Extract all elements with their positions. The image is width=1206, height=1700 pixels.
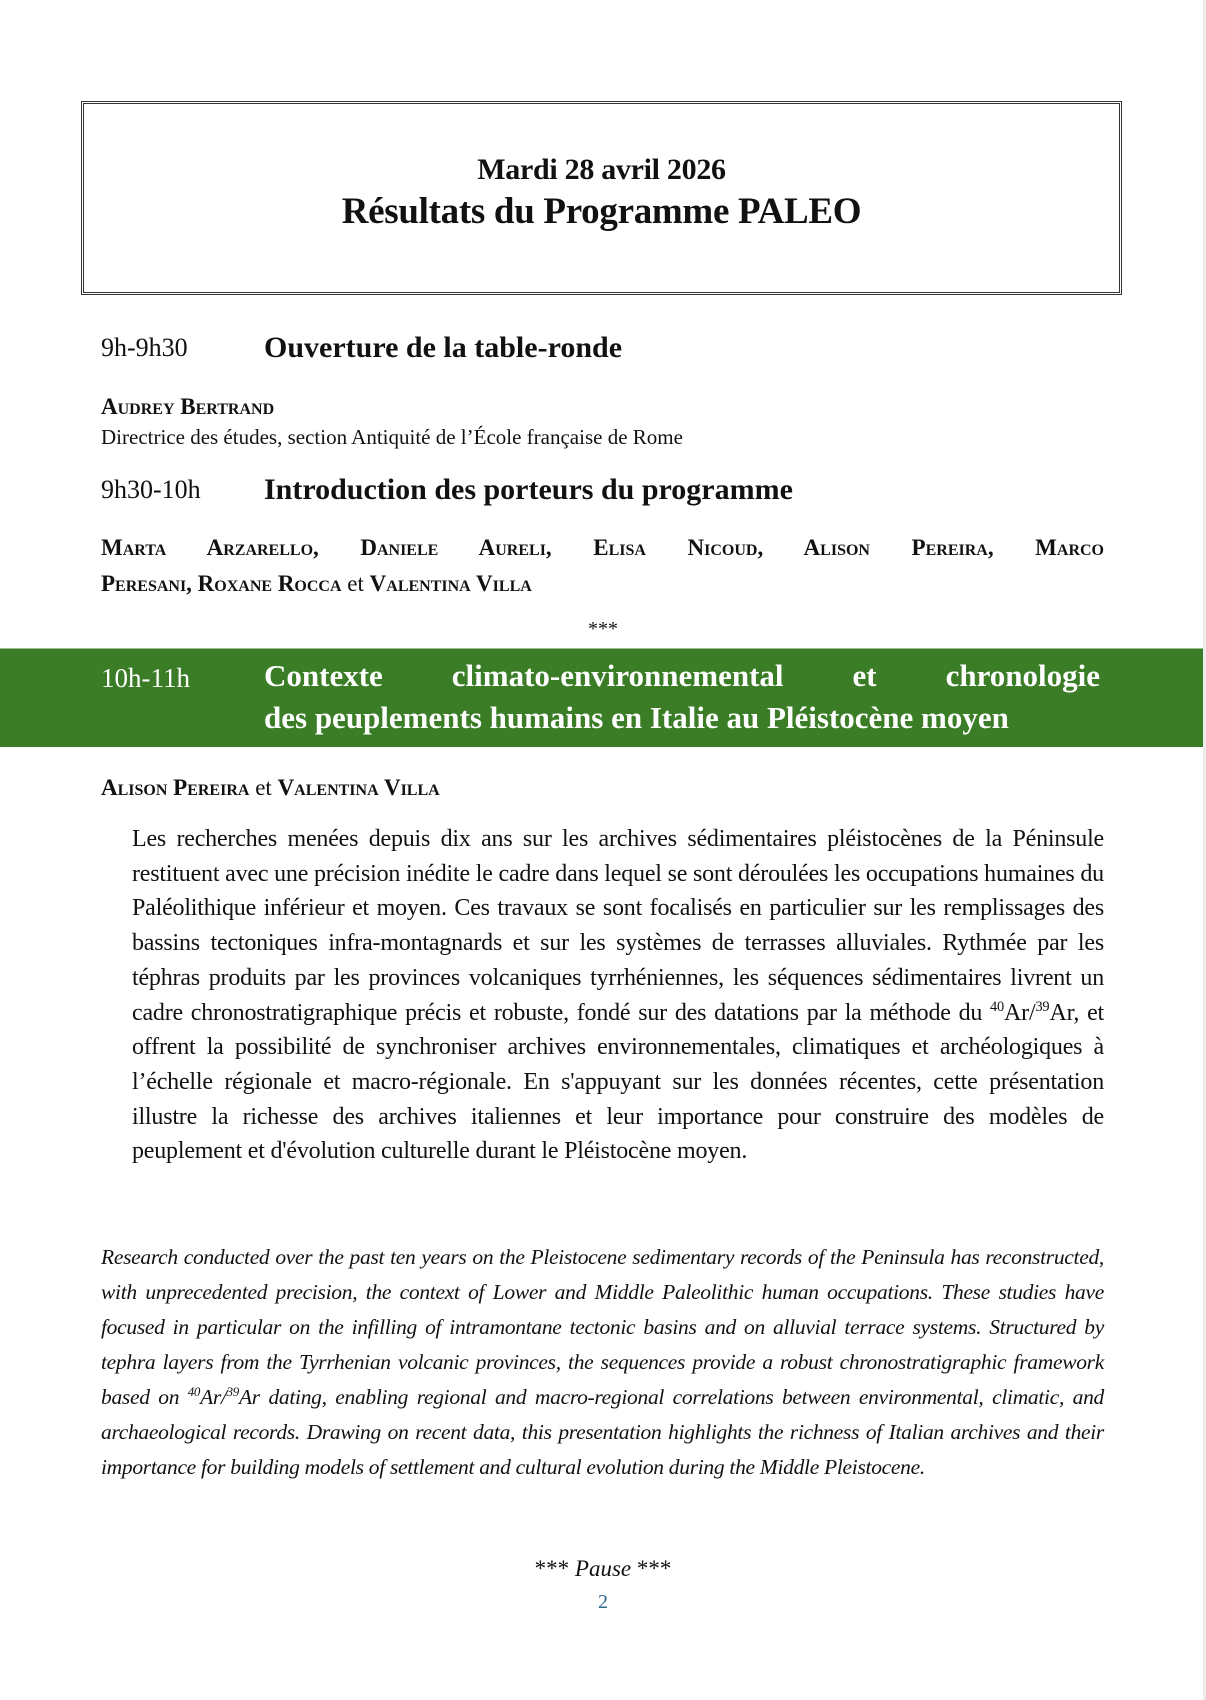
abstract-french-text: Les recherches menées depuis dix ans sur les archives sédimentaires pléistocènes de la Péninsule restituent avec une précision inédite le cadre dans lequel se sont déroulées les occupations humaines du Paléolithique inférieur et moyen. Ces travaux se sont focalisés en particulier sur les remplissages des bassins tectoniques infra-montagnards et sur les systèmes de terrasses alluviales. Rythmée par les téphras produits par les provinces volcaniques tyrrhéniennes, les séquences sédimentaires livrent un cadre chronostratigraphique précis et robuste, fondé sur des datations par la méthode du [132, 826, 1104, 1026]
session-title: Introduction des porteurs du programme [264, 473, 793, 506]
pause-stars: *** [636, 1556, 672, 1581]
session-title: Ouverture de la table-ronde [264, 331, 623, 364]
header-content [84, 152, 1119, 236]
conjunction: et [255, 775, 272, 800]
section-separator: *** [588, 618, 618, 640]
isotope-element: Ar [238, 1385, 260, 1409]
day-date: Mardi 28 avril 2026 [477, 153, 726, 186]
isotope-element: Ar/ [200, 1385, 227, 1409]
speaker-list: Peresani, Roxane Rocca [101, 571, 342, 596]
speaker-alison-pereira: Alison Pereira [101, 775, 250, 800]
isotope-element: Ar/ [1004, 999, 1036, 1026]
abstract-french-text: , et offrent la possibilité de synchroniser archives environnementales, climatiques et archéologiques à l’échelle régionale et macro-régionale. En s'appuyant sur les données récentes, cette présentation illustre la richesse des archives italiennes et leur importance pour construire des modèles de peuplement et d'évolution culturelle durant le Pléistocène moyen. [132, 999, 1104, 1165]
speaker-audrey-bertrand: Audrey Bertrand [101, 394, 275, 419]
abstract-english [101, 1240, 1104, 1485]
speakers-line-2 [101, 566, 1104, 602]
page-title: Résultats du Programme PALEO [341, 191, 862, 232]
isotope-mass: 40 [990, 998, 1005, 1015]
speaker-valentina-villa: Valentina Villa [277, 775, 440, 800]
session-title [264, 655, 1100, 739]
page-number: 2 [598, 1591, 608, 1613]
session-speakers [101, 770, 1104, 806]
pause-marker [0, 1556, 1206, 1582]
abstract-french [132, 822, 1104, 1169]
speaker-name [101, 389, 1104, 425]
conjunction: et [347, 571, 364, 596]
isotope-mass: 40 [187, 1384, 201, 1399]
speaker-valentina-villa: Valentina Villa [369, 571, 532, 596]
session-title-line-1: Contexte climato-environnemental et chronologie [264, 658, 1100, 693]
isotope-mass: 39 [1035, 998, 1050, 1015]
speakers-line-1 [101, 530, 1104, 566]
session-time: 9h-9h30 [101, 333, 188, 362]
isotope-element: Ar [1049, 999, 1074, 1026]
session-title-line-2: des peuplements humains en Italie au Pléistocène moyen [264, 700, 1009, 735]
session-time: 10h-11h [101, 663, 190, 693]
isotope-mass: 39 [226, 1384, 239, 1399]
speaker-affiliation: Directrice des études, section Antiquité de l’École française de Rome [101, 425, 683, 449]
session-banner [0, 648, 1203, 747]
pause-label: Pause [574, 1556, 632, 1581]
pause-stars: *** [534, 1556, 570, 1581]
session-time: 9h30-10h [101, 475, 201, 504]
header-frame [81, 101, 1122, 295]
abstract-english-text: dating, enabling regional and macro-regional correlations between environmental, climatic, and archaeological records. Drawing on recent data, this presentation highlights the richness of Italian archives and their importance for building models of settlement and cultural evolution during the Middle Pleistocene. [101, 1385, 1104, 1479]
abstract-english-text: Research conducted over the past ten years on the Pleistocene sedimentary records of the Peninsula has reconstructed, with unprecedented precision, the context of Lower and Middle Paleolithic human occupations. These studies have focused in particular on the infilling of intramontane tectonic basins and on alluvial terrace systems. Structured by tephra layers from the Tyrrhenian volcanic provinces, the sequences provide a robust chronostratigraphic framework based on [101, 1245, 1104, 1409]
speaker-list: Marta Arzarello, Daniele Aureli, Elisa Nicoud, Alison Pereira, Marco [101, 535, 1104, 560]
